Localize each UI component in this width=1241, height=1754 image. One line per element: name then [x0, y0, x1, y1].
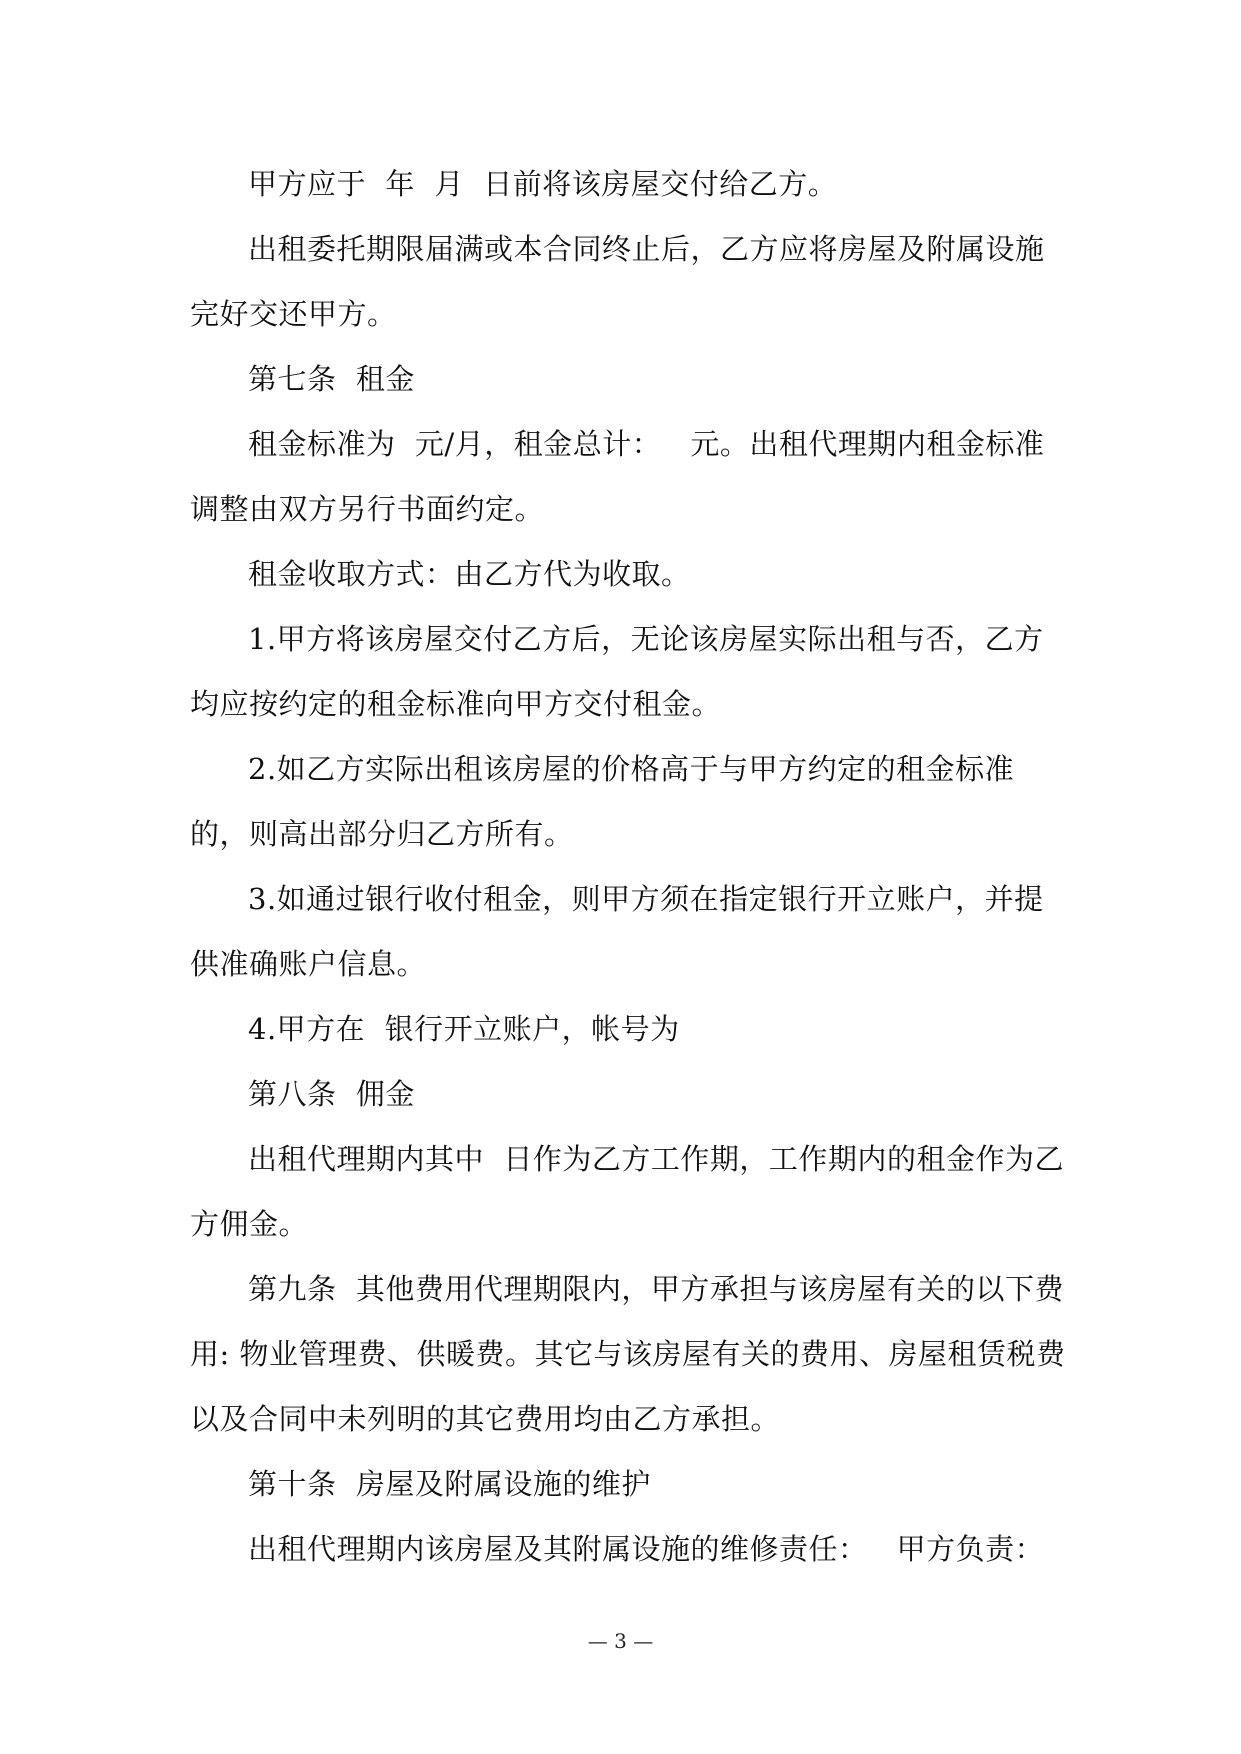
page-number: — 3 —	[587, 1629, 654, 1653]
paragraph-return-property: 出租委托期限届满或本合同终止后，乙方应将房屋及附属设施完好交还甲方。	[190, 232, 1045, 331]
document-body	[190, 152, 1070, 1582]
heading-article-10: 第十条 房屋及附属设施的维护	[248, 1467, 651, 1501]
paragraph-maintenance: 出租代理期内该房屋及其附属设施的维修责任： 甲方负责：	[248, 1532, 1045, 1566]
heading-article-8: 第八条 佣金	[248, 1077, 415, 1111]
paragraph-clause-4: 4.甲方在 银行开立账户，帐号为	[248, 1012, 680, 1046]
heading-article-7: 第七条 租金	[248, 362, 415, 396]
paragraph-rent-standard: 租金标准为 元/月，租金总计： 元。出租代理期内租金标准调整由双方另行书面约定。	[190, 427, 1045, 526]
paragraph-commission: 出租代理期内其中 日作为乙方工作期，工作期内的租金作为乙方佣金。	[190, 1142, 1064, 1241]
paragraph-delivery-date: 甲方应于 年 月 日前将该房屋交付给乙方。	[248, 167, 838, 201]
paragraph-rent-collection: 租金收取方式：由乙方代为收取。	[248, 557, 691, 591]
paragraph-clause-3: 3.如通过银行收付租金，则甲方须在指定银行开立账户，并提供准确账户信息。	[190, 882, 1044, 981]
paragraph-clause-1: 1.甲方将该房屋交付乙方后，无论该房屋实际出租与否，乙方均应按约定的租金标准向甲方交付租金。	[190, 622, 1044, 721]
paragraph-clause-2: 2.如乙方实际出租该房屋的价格高于与甲方约定的租金标准的，则高出部分归乙方所有。	[190, 752, 1015, 851]
paragraph-article-9-fees: 第九条 其他费用代理期限内，甲方承担与该房屋有关的以下费用: 物业管理费、供暖费。其它与该房屋有关的费用、房屋租赁税费以及合同中未列明的其它费用均由乙方承担。	[190, 1272, 1066, 1436]
